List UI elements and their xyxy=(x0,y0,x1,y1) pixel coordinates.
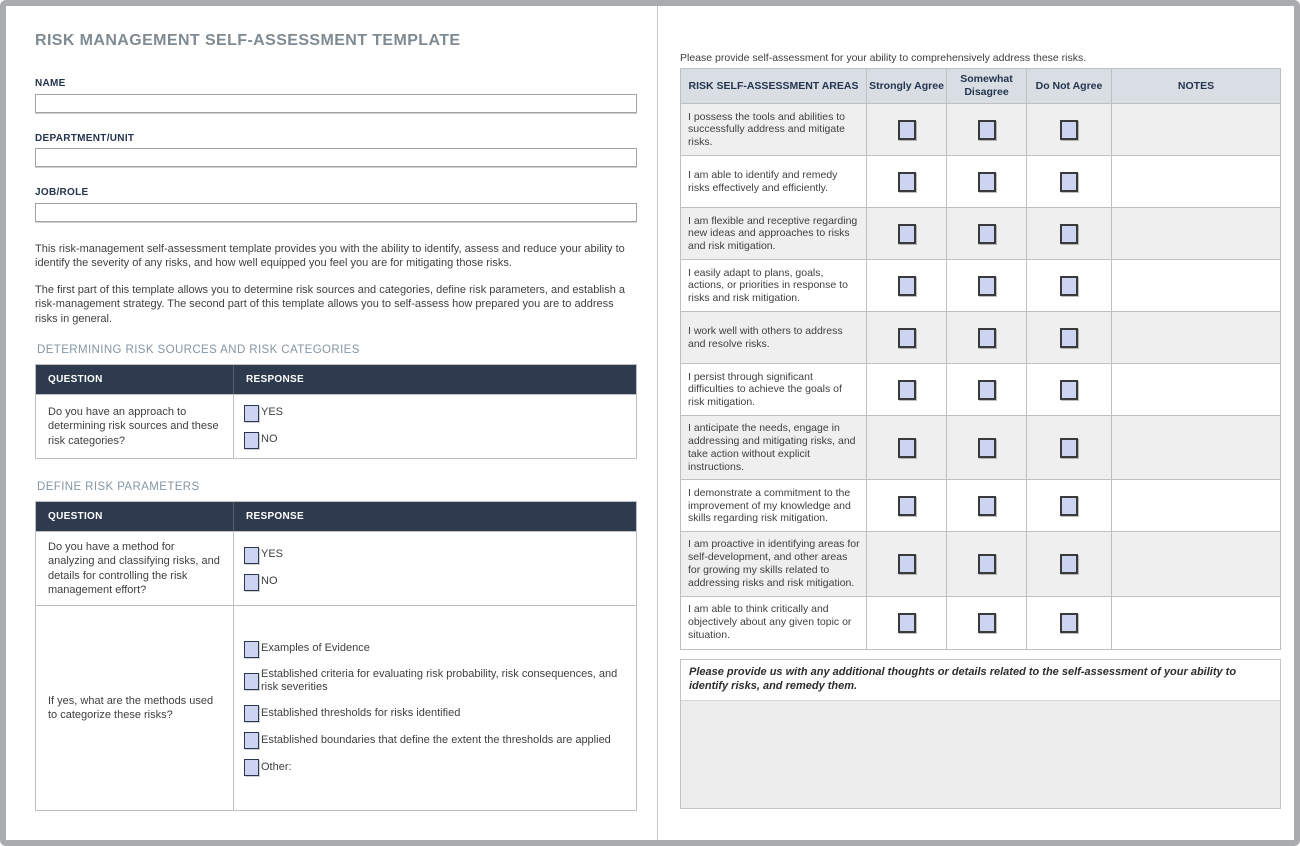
field-group-job-role xyxy=(35,187,637,222)
checkbox[interactable] xyxy=(1060,328,1078,348)
table-header-row xyxy=(36,502,636,531)
checkbox-label: Established criteria for evaluating risk probability, risk consequences, and risk severities xyxy=(261,667,618,694)
checkbox-cell xyxy=(1027,312,1112,363)
job-role-label: JOB/ROLE xyxy=(35,187,89,198)
section-heading: DEFINE RISK PARAMETERS xyxy=(37,481,200,494)
notes-cell[interactable] xyxy=(1112,312,1280,363)
checkbox-cell xyxy=(1027,416,1112,479)
checkbox-cell xyxy=(947,156,1027,207)
column-header-response: RESPONSE xyxy=(246,374,304,386)
checkbox[interactable] xyxy=(898,224,916,244)
response-option xyxy=(244,705,628,722)
page-title: RISK MANAGEMENT SELF-ASSESSMENT TEMPLATE xyxy=(35,32,461,49)
name-input[interactable] xyxy=(35,94,637,113)
question-text: If yes, what are the methods used to categorize these risks? xyxy=(36,606,234,810)
checkbox[interactable] xyxy=(244,641,259,658)
checkbox-cell xyxy=(867,480,947,531)
checkbox[interactable] xyxy=(978,380,996,400)
checkbox-cell xyxy=(1027,208,1112,259)
column-header-areas: RISK SELF-ASSESSMENT AREAS xyxy=(681,69,867,103)
question-table xyxy=(35,501,637,811)
assessment-row xyxy=(681,312,1280,364)
department-label: DEPARTMENT/UNIT xyxy=(35,132,135,144)
column-header-notes: NOTES xyxy=(1177,79,1215,92)
checkbox-cell xyxy=(947,208,1027,259)
question-row xyxy=(36,605,636,810)
checkbox[interactable] xyxy=(1060,613,1078,633)
notes-cell[interactable] xyxy=(1112,260,1280,311)
checkbox-label: Established thresholds for risks identified xyxy=(261,706,461,719)
assessment-header-row xyxy=(681,69,1280,104)
response-option xyxy=(244,759,628,776)
checkbox[interactable] xyxy=(244,673,259,690)
checkbox[interactable] xyxy=(978,438,996,458)
assessment-row xyxy=(681,416,1280,480)
checkbox[interactable] xyxy=(978,172,996,192)
checkbox-cell xyxy=(947,597,1027,649)
response-cell xyxy=(234,395,636,458)
checkbox-cell xyxy=(947,480,1027,531)
question-text: Do you have a method for analyzing and classifying risks, and details for controlling the risk management effort? xyxy=(36,532,234,605)
assessment-statement: I demonstrate a commitment to the improvement of my knowledge and skills regarding risk mitigation. xyxy=(681,480,867,531)
checkbox[interactable] xyxy=(1060,120,1078,140)
checkbox-cell xyxy=(947,364,1027,415)
checkbox-cell xyxy=(867,260,947,311)
notes-cell[interactable] xyxy=(1112,597,1280,649)
checkbox-cell xyxy=(947,104,1027,155)
notes-cell[interactable] xyxy=(1112,156,1280,207)
additional-notes-area[interactable] xyxy=(681,701,1280,807)
notes-cell[interactable] xyxy=(1112,416,1280,479)
question-row xyxy=(36,394,636,458)
assessment-statement: I persist through significant difficulties to achieve the goals of risk mitigation. xyxy=(681,364,867,415)
column-header-do-not-agree: Do Not Agree xyxy=(1027,69,1112,103)
additional-thoughts-prompt: Please provide us with any additional thoughts or details related to the self-assessment of your ability to identify risks, and remedy them. xyxy=(681,660,1280,702)
page-right xyxy=(658,6,1300,840)
checkbox-cell xyxy=(867,364,947,415)
assessment-statement: I am able to think critically and objectively about any given topic or situation. xyxy=(681,597,867,649)
checkbox-cell xyxy=(947,260,1027,311)
notes-cell[interactable] xyxy=(1112,104,1280,155)
assessment-statement: I am flexible and receptive regarding new ideas and approaches to risks and risk mitigation. xyxy=(681,208,867,259)
checkbox-cell xyxy=(947,532,1027,595)
checkbox-label: YES xyxy=(261,548,284,561)
checkbox[interactable] xyxy=(244,405,259,422)
notes-cell[interactable] xyxy=(1112,480,1280,531)
response-option xyxy=(244,668,628,696)
assessment-statement: I work well with others to address and resolve risks. xyxy=(681,312,867,363)
assessment-row xyxy=(681,364,1280,416)
column-header-response: RESPONSE xyxy=(246,511,304,523)
assessment-row xyxy=(681,597,1280,649)
checkbox-cell xyxy=(1027,532,1112,595)
job-role-input[interactable] xyxy=(35,203,637,222)
assessment-table-body xyxy=(681,104,1280,648)
checkbox[interactable] xyxy=(244,574,259,591)
assessment-statement: I am proactive in identifying areas for self-development, and other areas for growing my skills related to addressing risks and risk mitigation. xyxy=(681,532,867,595)
response-option xyxy=(244,574,628,591)
checkbox[interactable] xyxy=(1060,496,1078,516)
assessment-row xyxy=(681,260,1280,312)
checkbox-cell xyxy=(1027,156,1112,207)
checkbox[interactable] xyxy=(978,613,996,633)
response-option xyxy=(244,432,628,449)
response-option xyxy=(244,641,628,658)
checkbox-label: Examples of Evidence xyxy=(261,642,370,655)
assessment-intro: Please provide self-assessment for your ability to comprehensively address these risks. xyxy=(680,52,1087,64)
section-risk-sources xyxy=(35,344,637,459)
checkbox[interactable] xyxy=(978,120,996,140)
checkbox[interactable] xyxy=(898,613,916,633)
checkbox-label: Other: xyxy=(261,760,292,773)
column-header-question: QUESTION xyxy=(36,502,234,531)
checkbox[interactable] xyxy=(244,759,259,776)
checkbox[interactable] xyxy=(898,276,916,296)
checkbox[interactable] xyxy=(978,276,996,296)
section-risk-parameters xyxy=(35,481,637,811)
assessment-statement: I am able to identify and remedy risks effectively and efficiently. xyxy=(681,156,867,207)
response-cell xyxy=(234,606,636,810)
checkbox[interactable] xyxy=(1060,172,1078,192)
checkbox-cell xyxy=(947,312,1027,363)
checkbox[interactable] xyxy=(978,328,996,348)
checkbox[interactable] xyxy=(244,705,259,722)
assessment-statement: I anticipate the needs, engage in addressing and mitigating risks, and take action without explicit instructions. xyxy=(681,416,867,479)
response-option xyxy=(244,732,628,749)
question-table xyxy=(35,364,637,459)
checkbox-cell xyxy=(1027,597,1112,649)
additional-thoughts-box xyxy=(680,659,1281,809)
checkbox-cell xyxy=(867,416,947,479)
response-option xyxy=(244,547,628,564)
assessment-row xyxy=(681,480,1280,532)
assessment-statement: I easily adapt to plans, goals, actions, or priorities in response to risks and risk mitigation. xyxy=(681,260,867,311)
notes-cell[interactable] xyxy=(1112,532,1280,595)
checkbox-cell xyxy=(1027,480,1112,531)
checkbox[interactable] xyxy=(1060,554,1078,574)
assessment-row xyxy=(681,156,1280,208)
column-header-question: QUESTION xyxy=(36,365,234,394)
field-group-name xyxy=(35,78,637,113)
question-row xyxy=(36,531,636,605)
checkbox[interactable] xyxy=(1060,224,1078,244)
checkbox-cell xyxy=(867,532,947,595)
checkbox-cell xyxy=(867,312,947,363)
checkbox[interactable] xyxy=(1060,276,1078,296)
assessment-row xyxy=(681,104,1280,156)
checkbox-cell xyxy=(1027,260,1112,311)
section-heading: DETERMINING RISK SOURCES AND RISK CATEGORIES xyxy=(37,344,360,357)
checkbox[interactable] xyxy=(898,120,916,140)
checkbox-cell xyxy=(947,416,1027,479)
assessment-statement: I possess the tools and abilities to successfully address and mitigate risks. xyxy=(681,104,867,155)
intro-paragraph-1: This risk-management self-assessment template provides you with the ability to identify, assess and reduce your ability to identify the severity of any risks, and how well equipped you feel you are for mitigating those risks. xyxy=(35,242,625,270)
question-text: Do you have an approach to determining risk sources and these risk categories? xyxy=(36,395,234,458)
checkbox[interactable] xyxy=(1060,438,1078,458)
field-group-department xyxy=(35,133,637,168)
checkbox[interactable] xyxy=(978,554,996,574)
response-cell xyxy=(234,532,636,605)
checkbox[interactable] xyxy=(898,554,916,574)
checkbox-cell xyxy=(867,597,947,649)
checkbox-label: Established boundaries that define the extent the thresholds are applied xyxy=(261,733,611,746)
assessment-row xyxy=(681,208,1280,260)
assessment-table xyxy=(680,68,1281,650)
checkbox-cell xyxy=(867,104,947,155)
column-header-strongly-agree: Strongly Agree xyxy=(867,69,947,103)
checkbox[interactable] xyxy=(244,432,259,449)
table-header-row xyxy=(36,365,636,394)
checkbox-label: NO xyxy=(261,575,278,588)
checkbox-cell xyxy=(867,208,947,259)
checkbox[interactable] xyxy=(978,496,996,516)
checkbox[interactable] xyxy=(898,172,916,192)
checkbox-cell xyxy=(867,156,947,207)
intro-paragraph-2: The first part of this template allows you to determine risk sources and categories, define risk parameters, and establish a risk-management strategy. The second part of this template allows you to self-assess how prepared you are to address risks in general. xyxy=(35,283,626,325)
name-label: NAME xyxy=(35,78,66,89)
checkbox[interactable] xyxy=(898,438,916,458)
checkbox[interactable] xyxy=(898,328,916,348)
response-option xyxy=(244,405,628,422)
checkbox-cell xyxy=(1027,104,1112,155)
checkbox[interactable] xyxy=(244,732,259,749)
page-left xyxy=(6,6,658,840)
checkbox-cell xyxy=(1027,364,1112,415)
assessment-row xyxy=(681,532,1280,596)
checkbox-label: YES xyxy=(261,406,284,419)
checkbox-label: NO xyxy=(261,433,278,446)
department-input[interactable] xyxy=(35,148,637,167)
checkbox[interactable] xyxy=(898,380,916,400)
notes-cell[interactable] xyxy=(1112,208,1280,259)
checkbox[interactable] xyxy=(978,224,996,244)
checkbox[interactable] xyxy=(898,496,916,516)
checkbox[interactable] xyxy=(244,547,259,564)
column-header-somewhat-disagree: Somewhat Disagree xyxy=(947,69,1027,103)
checkbox[interactable] xyxy=(1060,380,1078,400)
notes-cell[interactable] xyxy=(1112,364,1280,415)
